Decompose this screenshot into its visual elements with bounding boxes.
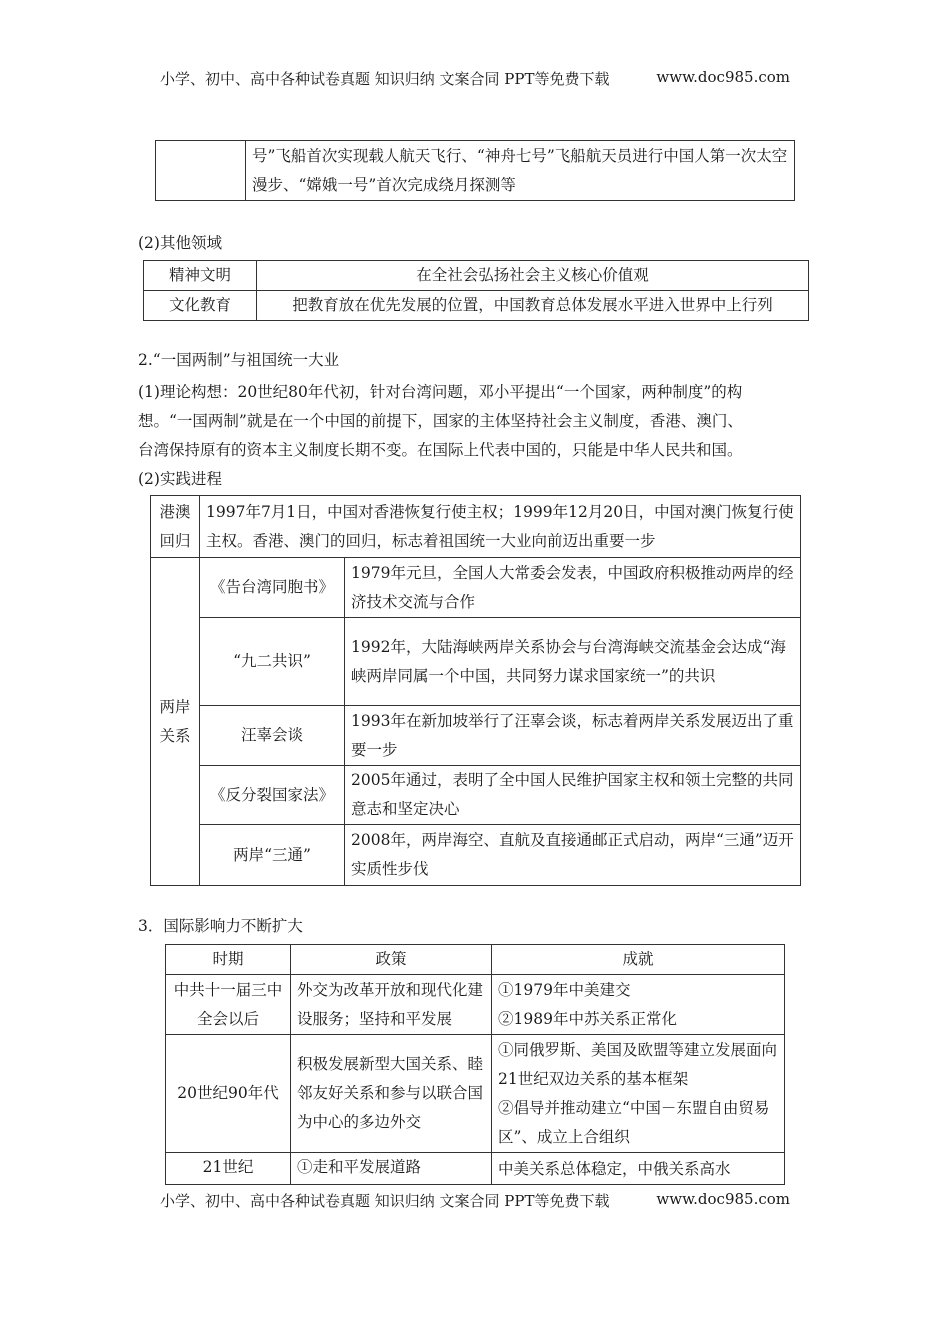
event-name: 《告台湾同胞书》 [200, 558, 345, 618]
header-url: www.doc985.com [656, 68, 790, 86]
continued-table [155, 140, 795, 201]
achievement-item: ②倡导并推动建立“中国－东盟自由贸易区”、成立上合组织 [498, 1098, 770, 1146]
section2-para-line: (1)理论构想：20世纪80年代初，针对台湾问题，邓小平提出“一个国家，两种制度”的构 [138, 383, 743, 401]
event-content: 1979年元旦，全国人大常委会发表，中国政府积极推动两岸的经济技术交流与合作 [345, 558, 801, 618]
field-content: 在全社会弘扬社会主义核心价值观 [257, 261, 809, 291]
period-cell: 20世纪90年代 [166, 1035, 291, 1153]
achievement-item: ②1989年中苏关系正常化 [498, 1009, 677, 1028]
hkmo-label: 港澳回归 [151, 496, 200, 558]
event-name: 《反分裂国家法》 [200, 766, 345, 825]
cross-strait-label: 两岸关系 [151, 558, 200, 886]
event-content: 2008年，两岸海空、直航及直接通邮正式启动，两岸“三通”迈开实质性步伐 [345, 825, 801, 886]
field-content: 把教育放在优先发展的位置，中国教育总体发展水平进入世界中上行列 [257, 291, 809, 321]
cont-content-cell: 号”飞船首次实现载人航天飞行、“神舟七号”飞船航天员进行中国人第一次太空漫步、“嫦娥一号”首次完成绕月探测等 [246, 141, 795, 201]
page-header [160, 68, 790, 89]
policy-cell: 积极发展新型大国关系、睦邻友好关系和参与以联合国为中心的多边外交 [291, 1035, 492, 1153]
achievement-cell [492, 975, 785, 1035]
achievement-cell: 中美关系总体稳定，中俄关系高水 [492, 1153, 785, 1185]
footer-url: www.doc985.com [656, 1190, 790, 1208]
foreign-policy-table [165, 944, 785, 1185]
page-footer [160, 1190, 790, 1211]
col-header: 时期 [166, 945, 291, 975]
practice-title: (2)实践进程 [138, 470, 222, 488]
policy-cell: 外交为改革开放和现代化建设服务；坚持和平发展 [291, 975, 492, 1035]
col-header: 成就 [492, 945, 785, 975]
section2-para-line: 台湾保持原有的资本主义制度长期不变。在国际上代表中国的，只能是中华人民共和国。 [138, 441, 743, 459]
header-text: 小学、初中、高中各种试卷真题 知识归纳 文案合同 PPT等免费下载 [160, 70, 610, 88]
practice-table [150, 495, 801, 886]
field-label: 文化教育 [144, 291, 257, 321]
event-content: 1993年在新加坡举行了汪辜会谈，标志着两岸关系发展迈出了重要一步 [345, 706, 801, 766]
event-content: 2005年通过，表明了全中国人民维护国家主权和领土完整的共同意志和坚定决心 [345, 766, 801, 825]
cont-label-cell [156, 141, 246, 201]
footer-text: 小学、初中、高中各种试卷真题 知识归纳 文案合同 PPT等免费下载 [160, 1192, 610, 1210]
event-name: “九二共识” [200, 618, 345, 706]
other-fields-table [143, 260, 809, 321]
section2-title: 2.“一国两制”与祖国统一大业 [138, 351, 340, 369]
event-content: 1992年，大陆海峡两岸关系协会与台湾海峡交流基金会达成“海峡两岸同属一个中国，共同努力谋求国家统一”的共识 [345, 618, 801, 706]
event-name: 两岸“三通” [200, 825, 345, 886]
event-name: 汪辜会谈 [200, 706, 345, 766]
hkmo-content: 1997年7月1日，中国对香港恢复行使主权；1999年12月20日，中国对澳门恢复行使主权。香港、澳门的回归，标志着祖国统一大业向前迈出重要一步 [200, 496, 801, 558]
section2-para-line: 想。“一国两制”就是在一个中国的前提下，国家的主体坚持社会主义制度，香港、澳门、 [138, 412, 743, 430]
achievement-item: ①同俄罗斯、美国及欧盟等建立发展面向21世纪双边关系的基本框架 [498, 1040, 778, 1088]
period-cell: 中共十一届三中全会以后 [166, 975, 291, 1035]
section3-title: 3．国际影响力不断扩大 [138, 917, 303, 935]
achievement-item: ①1979年中美建交 [498, 980, 631, 999]
other-fields-title: (2)其他领域 [138, 234, 222, 252]
field-label: 精神文明 [144, 261, 257, 291]
achievement-cell [492, 1035, 785, 1153]
policy-cell: ①走和平发展道路 [291, 1153, 492, 1185]
col-header: 政策 [291, 945, 492, 975]
period-cell: 21世纪 [166, 1153, 291, 1185]
